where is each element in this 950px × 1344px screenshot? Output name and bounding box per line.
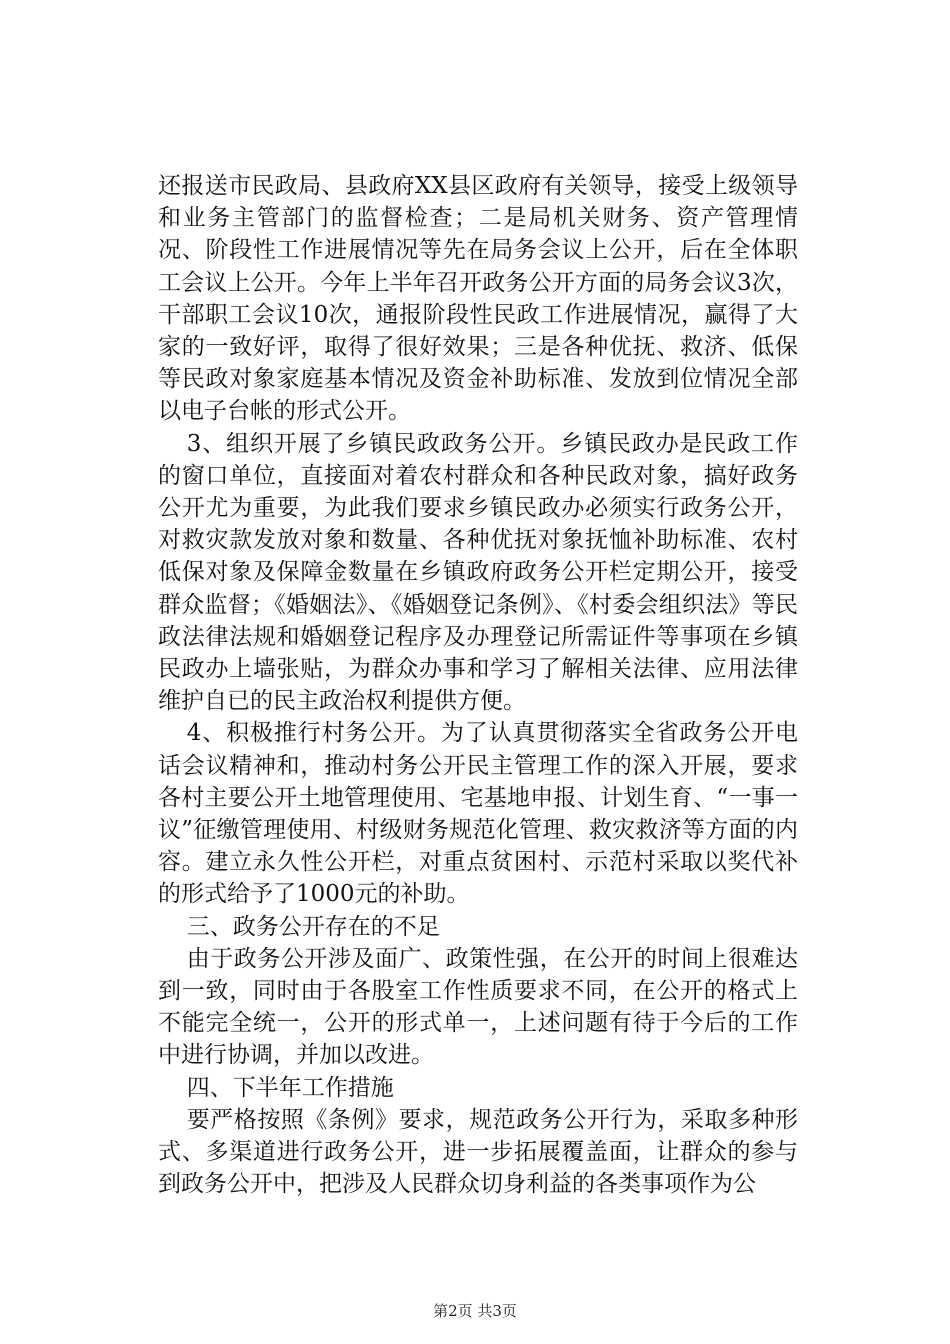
paragraph-shortcomings: 由于政务公开涉及面广、政策性强，在公开的时间上很难达到一致，同时由于各股室工作性质要求不同，在公开的格式上不能完全统一，公开的形式单一，上述问题有待于今后的工作中进行协调，并加以改进。	[158, 945, 798, 1069]
section-heading-4: 四、下半年工作措施	[186, 1074, 394, 1101]
paragraph-item-3: 3、组织开展了乡镇民政政务公开。乡镇民政办是民政工作的窗口单位，直接面对着农村群众和各种民政对象，搞好政务公开尤为重要，为此我们要求乡镇民政办必须实行政务公开，对救灾款发放对象和数量、各种优抚对象抚恤补助标准、农村低保对象及保障金数量在乡镇政府政务公开栏定期公开，接受群众监督；《婚姻法》、《婚姻登记条例》、《村委会组织法》等民政法律法规和婚姻登记程序及办理登记所需证件等事项在乡镇民政办上墙张贴，为群众办事和学习了解相关法律、应用法律维护自已的民主政治权利提供方便。	[158, 430, 798, 715]
paragraph-measures: 要严格按照《条例》要求，规范政务公开行为，采取多种形式、多渠道进行政务公开，进一步拓展覆盖面，让群众的参与到政务公开中，把涉及人民群众切身利益的各类事项作为公	[158, 1106, 798, 1198]
section-heading-3: 三、政务公开存在的不足	[186, 913, 440, 940]
paragraph-item-4: 4、积极推行村务公开。为了认真贯彻落实全省政务公开电话会议精神和，推动村务公开民主管理工作的深入开展，要求各村主要公开土地管理使用、宅基地申报、计划生育、“一事一议”征缴管理使用、村级财务规范化管理、救灾救济等方面的内容。建立永久性公开栏，对重点贫困村、示范村采取以奖代补的形式给予了1000元的补助。	[158, 720, 798, 908]
paragraph-continuation: 还报送市民政局、县政府XX县区政府有关领导，接受上级领导和业务主管部门的监督检查；二是局机关财务、资产管理情况、阶段性工作进展情况等先在局务会议上公开，后在全体职工会议上公开。今年上半年召开政务公开方面的局务会议3次，干部职工会议10次，通报阶段性民政工作进展情况，赢得了大家的一致好评，取得了很好效果；三是各种优抚、救济、低保等民政对象家庭基本情况及资金补助标准、发放到位情况全部以电子台帐的形式公开。	[158, 173, 798, 425]
document-body	[158, 170, 798, 1201]
page-footer: 第2页 共3页	[433, 1302, 517, 1320]
